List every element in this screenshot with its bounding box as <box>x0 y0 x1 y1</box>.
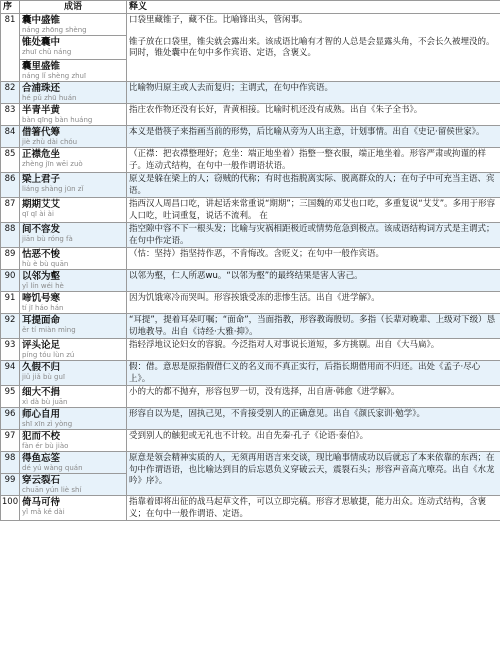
idiom-pinyin: yǐ lín wéi hè <box>22 282 64 290</box>
table-row <box>1 60 500 82</box>
definition-cell: 本义是借筷子来指画当前的形势，后比喻从旁为人出主意，计划事情。出自《史记·留侯世家》。 <box>127 126 500 148</box>
table-row <box>1 496 500 521</box>
idiom-pinyin: zhuī chǔ náng <box>22 48 72 56</box>
idiom-pinyin: hé pǔ zhū huán <box>22 94 77 102</box>
idiom-cell <box>20 198 127 223</box>
idiom-text: 正襟危坐 <box>22 149 61 160</box>
idiom-pinyin: fàn ér bù jiào <box>22 442 69 450</box>
table-row <box>1 270 500 292</box>
table-row <box>1 104 500 126</box>
definition-cell: 比喻物归原主或人去而复归；主谓式，在句中作宾语。 <box>127 82 500 104</box>
table-row <box>1 361 500 386</box>
idiom-cell <box>20 270 127 292</box>
idiom-text: 倚马可待 <box>22 497 61 508</box>
idiom-text: 期期艾艾 <box>22 199 61 210</box>
row-number: 81 <box>1 14 20 36</box>
header-idiom: 成语 <box>20 1 127 14</box>
row-number: 88 <box>1 223 20 248</box>
definition-cell: 原意是领会精神实质的人，无须再用语言来交谈，现比喻事情成功以后就忘了本来依靠的东西；在句中作谓语语，也比喻达到目的后忘恩负义穿破云天，震裂石头；形容声音高亢嘹亮。出自《水龙吟》序》。 <box>127 452 500 496</box>
idiom-cell <box>20 386 127 408</box>
definition-cell: 指空隙中容不下一根头发；比喻与灾祸相距极近或情势危急到极点。该成语结构词方式是主谓式；在句中作定语。 <box>127 223 500 248</box>
row-number: 86 <box>1 173 20 198</box>
table-header-row <box>1 1 500 14</box>
table-row <box>1 452 500 474</box>
idiom-pinyin: jiān bù róng fà <box>22 235 73 243</box>
idiom-text: 以邻为壑 <box>22 271 61 282</box>
table-row <box>1 126 500 148</box>
idiom-pinyin: jiè zhù dài chóu <box>22 138 78 146</box>
definition-cell: 以邻为壑，仁人所恶wu。“以邻为壑”的最终结果是害人害己。 <box>127 270 500 292</box>
row-number: 92 <box>1 314 20 339</box>
idiom-text: 合浦珠还 <box>22 83 61 94</box>
table-row <box>1 314 500 339</box>
table-row <box>1 148 500 173</box>
idiom-cell <box>20 496 127 521</box>
idiom-text: 囊中盛锥 <box>22 15 61 26</box>
idiom-cell <box>20 292 127 314</box>
idiom-cell <box>20 474 127 496</box>
idiom-pinyin: chuān yún liè shí <box>22 486 82 494</box>
definition-cell: 假：借。意思是原指假借仁义的名义而不真正实行，后指长期借用而不归还。出处《孟子·尽心上》。 <box>127 361 500 386</box>
definition-cell: 口袋里藏锥子，藏不住。比喻锋出头，管闲事。 <box>127 14 500 36</box>
definition-cell: 因为饥饿寒冷而哭叫。形容挨饿受冻的悲惨生活。出自《进学解》。 <box>127 292 500 314</box>
idiom-pinyin: shī xīn zì yòng <box>22 420 73 428</box>
row-number: 96 <box>1 408 20 430</box>
idiom-pinyin: liáng shàng jūn zǐ <box>22 185 84 193</box>
idiom-text: 间不容发 <box>22 224 61 235</box>
definition-cell: 形容自以为是，固执己见，不肯接受别人的正确意见。出自《颜氏家训·勉学》。 <box>127 408 500 430</box>
idiom-pinyin: náng zhōng shèng <box>22 26 87 34</box>
table-row <box>1 198 500 223</box>
idiom-cell <box>20 408 127 430</box>
idiom-text: 锥处囊中 <box>22 37 61 48</box>
definition-cell: 指靠着即将出征的战马起草文件，可以立即完稿。形容才思敏捷，能力出众。连动式结构，含褒义；在句中一般作谓语、定语。 <box>127 496 500 521</box>
idiom-pinyin: náng lǐ shèng zhuī <box>22 72 86 80</box>
row-number <box>1 60 20 82</box>
idiom-cell <box>20 36 127 60</box>
row-number <box>1 36 20 60</box>
table-row <box>1 173 500 198</box>
row-number: 95 <box>1 386 20 408</box>
header-num: 序 <box>1 1 20 14</box>
table-row <box>1 386 500 408</box>
table-row <box>1 292 500 314</box>
row-number: 100 <box>1 496 20 521</box>
definition-cell: 指庄农作物还没有长好，青黄相接。比喻时机还没有成熟。出自《朱子全书》。 <box>127 104 500 126</box>
idiom-cell <box>20 314 127 339</box>
row-number: 94 <box>1 361 20 386</box>
row-number: 89 <box>1 248 20 270</box>
idiom-text: 耳提面命 <box>22 315 61 326</box>
table-row <box>1 223 500 248</box>
definition-cell: 受到别人的触犯或无礼也不计较。出自先秦·孔子《论语·泰伯》。 <box>127 430 500 452</box>
row-number: 87 <box>1 198 20 223</box>
idiom-cell <box>20 148 127 173</box>
table-row <box>1 408 500 430</box>
definition-cell: （怙：坚持）指坚持作恶，不肯悔改。含贬义；在句中一般作宾语。 <box>127 248 500 270</box>
idiom-pinyin: yǐ mǎ kě dài <box>22 508 65 516</box>
row-number: 91 <box>1 292 20 314</box>
definition-cell <box>127 60 500 82</box>
idiom-text: 评头论足 <box>22 340 61 351</box>
idiom-pinyin: ěr tí miàn mìng <box>22 326 76 334</box>
row-number: 85 <box>1 148 20 173</box>
idiom-cell <box>20 223 127 248</box>
idiom-pinyin: dé yú wàng quán <box>22 464 83 472</box>
row-number: 99 <box>1 474 20 496</box>
idiom-pinyin: bàn qīng bàn huáng <box>22 116 93 124</box>
table-row <box>1 339 500 361</box>
idiom-text: 怙恶不悛 <box>22 249 61 260</box>
idiom-text: 梁上君子 <box>22 174 61 185</box>
idiom-text: 半青半黄 <box>22 105 61 116</box>
table-row <box>1 248 500 270</box>
definition-cell: 小的大的都不抛弃，形容包罗一切，没有选择，出自唐·韩愈《进学解》。 <box>127 386 500 408</box>
idiom-cell <box>20 452 127 474</box>
row-number: 98 <box>1 452 20 474</box>
definition-cell: 原义是躲在梁上的人；窃贼的代称；有时也指脱离实际、脱离群众的人；在句子中可充当主语、宾语。 <box>127 173 500 198</box>
idiom-text: 囊里盛锥 <box>22 61 61 72</box>
table-body <box>1 14 500 521</box>
table-row <box>1 14 500 36</box>
idiom-pinyin: qī qī ài ài <box>22 210 54 218</box>
idiom-cell <box>20 126 127 148</box>
idiom-pinyin: xì dà bù juān <box>22 398 68 406</box>
row-number: 97 <box>1 430 20 452</box>
definition-cell: （正襟：把衣襟整理好；危坐：端正地坐着）指整一整衣服，端正地坐着。形容严肃或拘谨的样子。连动式结构，在句中一般作谓语状语。 <box>127 148 500 173</box>
definition-cell: 锥子放在口袋里，锥尖就会露出来。该成语比喻有才智的人总是会显露头角，不会长久被埋没的。同时，锥处囊中在句中多作宾语、定语，含褒义。 <box>127 36 500 60</box>
row-number: 82 <box>1 82 20 104</box>
idiom-text: 穿云裂石 <box>22 475 61 486</box>
idiom-cell <box>20 361 127 386</box>
idiom-cell <box>20 430 127 452</box>
idiom-pinyin: hù è bù quān <box>22 260 69 268</box>
idiom-cell <box>20 248 127 270</box>
table-row <box>1 430 500 452</box>
idiom-pinyin: tí jī háo hán <box>22 304 64 312</box>
idiom-text: 借箸代筹 <box>22 127 61 138</box>
idiom-cell <box>20 60 127 82</box>
idiom-cell <box>20 173 127 198</box>
idiom-cell <box>20 82 127 104</box>
idiom-pinyin: píng tóu lùn zú <box>22 351 75 359</box>
idiom-text: 久假不归 <box>22 362 61 373</box>
definition-cell: “耳提”，提着耳朵叮嘱；“面命”，当面指教，形容教诲殷切。多指（长辈对晚辈、上级对下级）恳切地教导。出自《诗经·大雅·抑》。 <box>127 314 500 339</box>
idiom-text: 得鱼忘筌 <box>22 453 61 464</box>
table-row <box>1 36 500 60</box>
idiom-cell <box>20 104 127 126</box>
definition-cell: 指西汉人周昌口吃，讲起话来常重说“期期”；三国魏的邓艾也口吃，多重复说“艾艾”。多用于形容人口吃，吐词重复，说话不流利。 在 <box>127 198 500 223</box>
idiom-cell <box>20 339 127 361</box>
row-number: 93 <box>1 339 20 361</box>
row-number: 83 <box>1 104 20 126</box>
row-number: 90 <box>1 270 20 292</box>
idiom-cell <box>20 14 127 36</box>
idiom-text: 犯而不校 <box>22 431 61 442</box>
definition-cell: 指轻浮地议论妇女的容貌。今泛指对人对事说长道短，多方挑剔。出自《大马扁》。 <box>127 339 500 361</box>
idiom-pinyin: jiǔ jiǎ bù guī <box>22 373 65 381</box>
row-number: 84 <box>1 126 20 148</box>
idiom-text: 啼饥号寒 <box>22 293 61 304</box>
idiom-text: 师心自用 <box>22 409 61 420</box>
idiom-pinyin: zhèng jīn wēi zuò <box>22 160 83 168</box>
table-row <box>1 82 500 104</box>
idiom-text: 细大不捐 <box>22 387 61 398</box>
header-definition: 释义 <box>127 1 500 14</box>
